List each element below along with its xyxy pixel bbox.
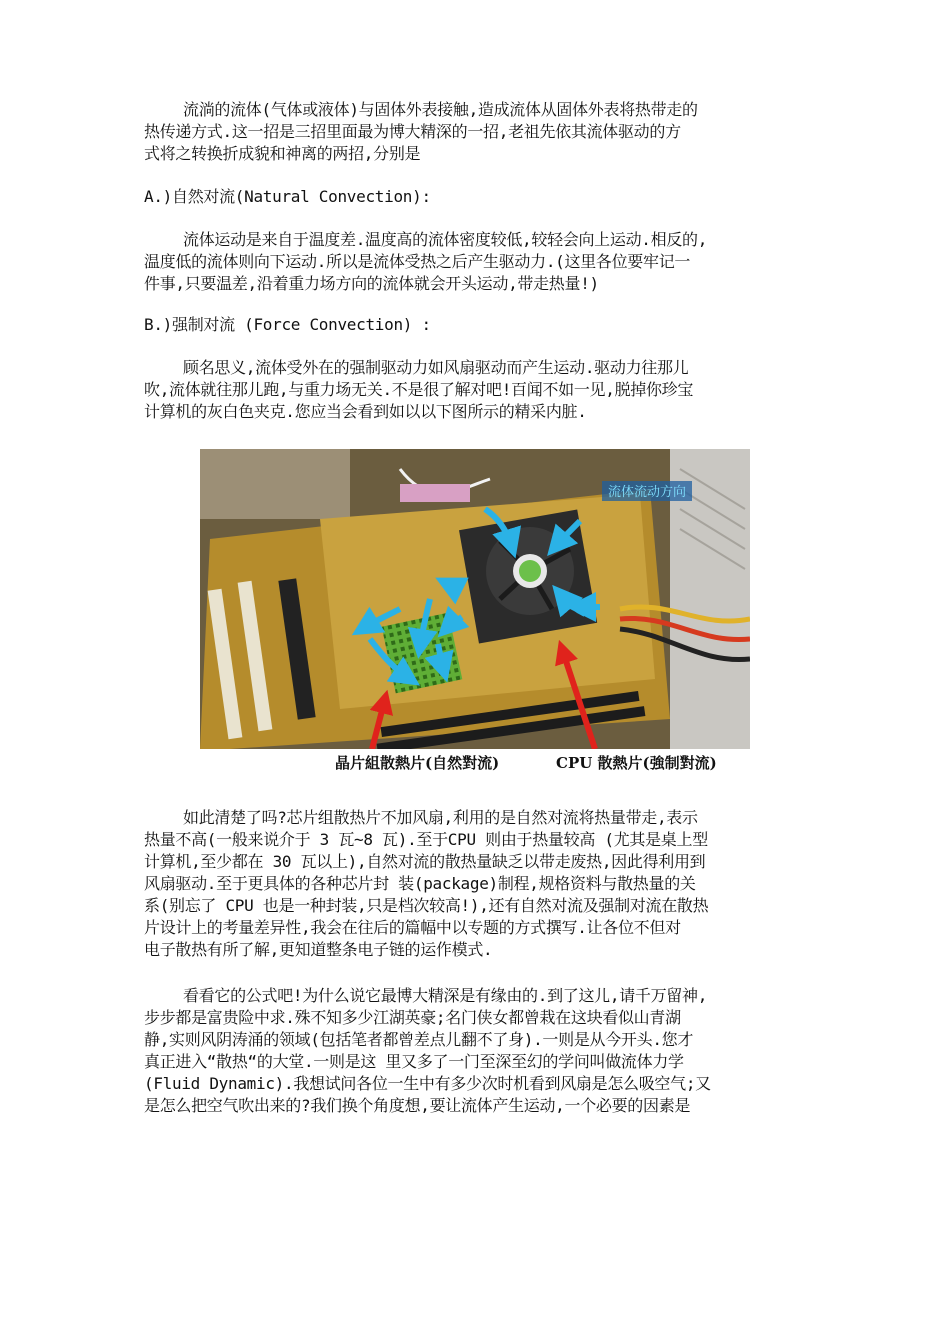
text-line: 片设计上的考量差异性,我会在往后的篇幅中以专题的方式撰写.让各位不但对 bbox=[144, 918, 681, 937]
text-line: 是怎么把空气吹出来的?我们换个角度想,要让流体产生运动,一个必要的因素是 bbox=[144, 1096, 691, 1115]
text-line: 计算机的灰白色夹克.您应当会看到如以以下图所示的精采内脏. bbox=[144, 402, 587, 421]
text-line: 风扇驱动.至于更具体的各种芯片封 装(package)制程,规格资料与散热量的关 bbox=[144, 874, 696, 893]
text-line: 流淌的流体(气体或液体)与固体外表接触,造成流体从固体外表将热带走的 bbox=[183, 100, 698, 119]
text-line: 热传递方式.这一招是三招里面最为博大精深的一招,老祖先依其流体驱动的方 bbox=[144, 122, 681, 141]
text-line: 如此清楚了吗?芯片组散热片不加风扇,利用的是自然对流将热量带走,表示 bbox=[183, 808, 698, 827]
text-line: 看看它的公式吧!为什么说它最博大精深是有缘由的.到了这儿,请千万留神, bbox=[183, 986, 708, 1005]
section-heading: B.)强制对流 (Force Convection) : bbox=[144, 315, 431, 334]
forced-convection-paragraph bbox=[144, 357, 824, 423]
intro-paragraph bbox=[144, 99, 824, 165]
text-line: 流体运动是来自于温度差.温度高的流体密度较低,较轻会向上运动.相反的, bbox=[183, 230, 708, 249]
motherboard-photo bbox=[200, 449, 750, 749]
motherboard-illustration bbox=[200, 449, 750, 749]
heading-natural-convection bbox=[144, 186, 824, 208]
section-heading: A.)自然对流(Natural Convection): bbox=[144, 187, 431, 206]
formula-paragraph bbox=[144, 985, 824, 1117]
text-line: 吹,流体就往那儿跑,与重力场无关.不是很了解对吧!百闻不如一见,脱掉你珍宝 bbox=[144, 380, 694, 399]
text-line: 系(别忘了 CPU 也是一种封装,只是档次较高!),还有自然对流及强制对流在散热 bbox=[144, 896, 709, 915]
text-line: 温度低的流体则向下运动.所以是流体受热之后产生驱动力.(这里各位要牢记一 bbox=[144, 252, 691, 271]
text-line: 件事,只要温差,沿着重力场方向的流体就会开头运动,带走热量!) bbox=[144, 274, 599, 293]
text-line: 顾名思义,流体受外在的强制驱动力如风扇驱动而产生运动.驱动力往那儿 bbox=[183, 358, 689, 377]
text-line: 静,实则风阴涛涌的领域(包括笔者都曾差点儿翻不了身).一则是从今开头.您才 bbox=[144, 1030, 694, 1049]
text-line: 步步都是富贵险中求.殊不知多少江湖英豪;名门侠女都曾栽在这块看似山青湖 bbox=[144, 1008, 681, 1027]
text-line: 热量不高(一般来说介于 3 瓦~8 瓦).至于CPU 则由于热量较高 (尤其是桌上型 bbox=[144, 830, 708, 849]
text-line: 真正进入“散热“的大堂.一则是这 里又多了一门至深至幻的学问叫做流体力学 bbox=[144, 1052, 684, 1071]
caption-cpu-heatsink: CPU 散熱片(強制對流) bbox=[556, 754, 717, 772]
caption-chipset-heatsink: 晶片組散熱片(自然對流) bbox=[335, 754, 500, 772]
natural-convection-paragraph bbox=[144, 229, 824, 295]
text-line: (Fluid Dynamic).我想试问各位一生中有多少次时机看到风扇是怎么吸空气;又 bbox=[144, 1074, 711, 1093]
text-line: 电子散热有所了解,更知道整条电子链的运作模式. bbox=[144, 940, 493, 959]
text-line: 计算机,至少都在 30 瓦以上),自然对流的散热量缺乏以带走废热,因此得利用到 bbox=[144, 852, 706, 871]
explanation-paragraph bbox=[144, 807, 824, 961]
heading-forced-convection bbox=[144, 314, 824, 336]
text-line: 式将之转换折成貌和神离的两招,分别是 bbox=[144, 144, 421, 163]
airflow-label: 流体流动方向 bbox=[607, 485, 687, 500]
